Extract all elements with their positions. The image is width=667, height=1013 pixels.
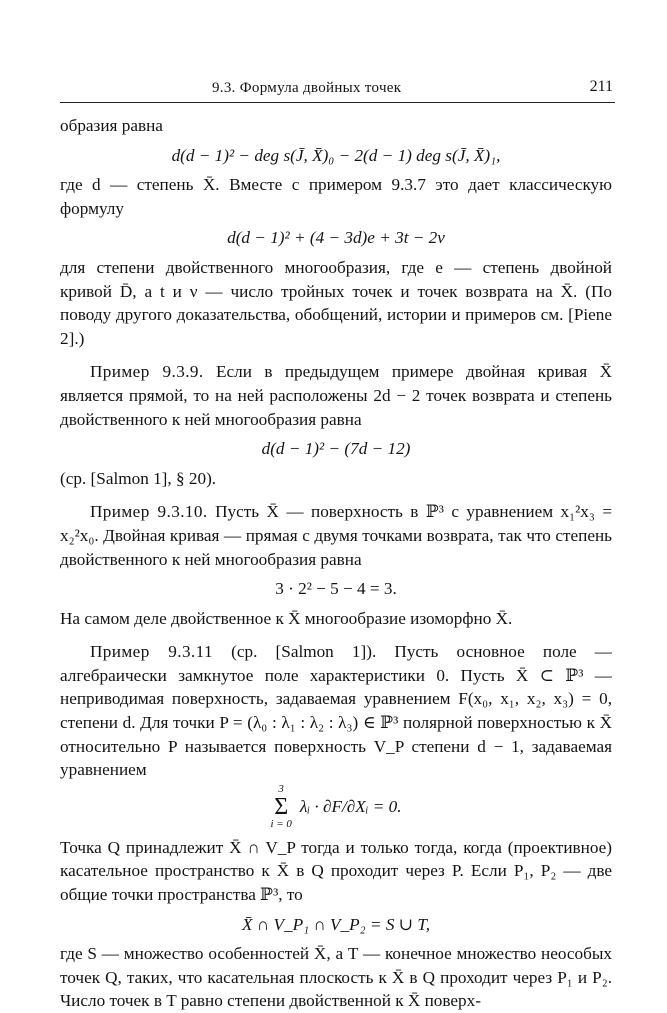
sigma-symbol: Σ (274, 793, 289, 820)
paragraph-1: образия равна (60, 116, 163, 135)
example-9-3-9 (60, 360, 612, 431)
example-9-3-9-label: Пример 9.3.9. (90, 362, 204, 382)
example-9-3-11-label: Пример 9.3.11 (90, 642, 213, 662)
formula-4: 3 · 2² − 5 − 4 = 3. (275, 579, 397, 599)
page-body (60, 114, 612, 1013)
paragraph-6: Точка Q принадлежит X̄ ∩ V_P тогда и только тогда, когда (проективное) касательное пространство к X̄ в Q проходит через P. Если P₁, P₂ — две общие точки пространства ℙ³, то (60, 837, 612, 905)
sum-expression: λᵢ · ∂F/∂Xᵢ = 0. (299, 797, 402, 817)
example-9-3-11-text: (ср. [Salmon 1]). Пусть основное поле — алгебраически замкнутое поле характеристики 0. Пусть X̄ ⊂ ℙ³ — неприводимая поверхность, задаваемая уравнением F(x₀, x₁, x₂, x₃) = 0, степени d. Для точки P = (λ₀ : λ₁ : λ₂ : λ₃) ∈ ℙ³ полярной поверхностью к X̄ относительно P называется поверхность V_P степени d − 1, задаваемая уравнением (60, 642, 612, 780)
paragraph-2: где d — степень X̄. Вместе с примером 9.3.7 это дает классическую формулу (60, 175, 612, 218)
sum-lower-limit: i = 0 (270, 817, 292, 830)
example-9-3-11 (60, 640, 612, 782)
formula-5: X̄ ∩ V_P₁ ∩ V_P₂ = S ∪ T, (241, 914, 430, 934)
example-9-3-10 (60, 500, 612, 571)
example-9-3-10-text: Пусть X̄ — поверхность в ℙ³ с уравнением x₁²x₃ = x₂²x₀. Двойная кривая — прямая с двумя точками возврата, так что степень двойственного к ней многообразия равна (60, 502, 613, 569)
summation (270, 784, 291, 830)
paragraph-5: На самом деле двойственное к X̄ многообразие изоморфно X̄. (60, 608, 513, 628)
example-9-3-9-text: Если в предыдущем примере двойная кривая X̄ является прямой, то на ней расположены 2d − 2 точек возврата и степень двойственного к ней многообразия равна (60, 362, 613, 429)
sum-formula (60, 784, 612, 830)
running-title: 9.3. Формула двойных точек (212, 80, 402, 96)
paragraph-3: для степени двойственного многообразия, где e — степень двойной кривой D̄, а t и ν — число тройных точек и точек возврата на X̄. (По поводу другого доказательства, обобщений, истории и примеров см. [Piene 2].) (60, 257, 612, 348)
paragraph-7: где S — множество особенностей X̄, а T — конечное множество неособых точек Q, таких, что касательная плоскость к X̄ в Q проходит через P₁ и P₂. Число точек в T равно степени двойственной к X̄ поверх- (60, 944, 612, 1011)
running-header (60, 78, 615, 103)
paragraph-4: (ср. [Salmon 1], § 20). (60, 468, 217, 488)
formula-3: d(d − 1)² − (7d − 12) (261, 439, 411, 459)
formula-1: d(d − 1)² − deg s(J̄, X̄)₀ − 2(d − 1) deg s(J̄, X̄)₁, (171, 145, 501, 165)
formula-2: d(d − 1)² + (4 − 3d)e + 3t − 2ν (227, 228, 445, 248)
sum-upper-limit: 3 (278, 782, 284, 795)
page-number: 211 (589, 78, 613, 95)
example-9-3-10-label: Пример 9.3.10. (90, 502, 208, 522)
